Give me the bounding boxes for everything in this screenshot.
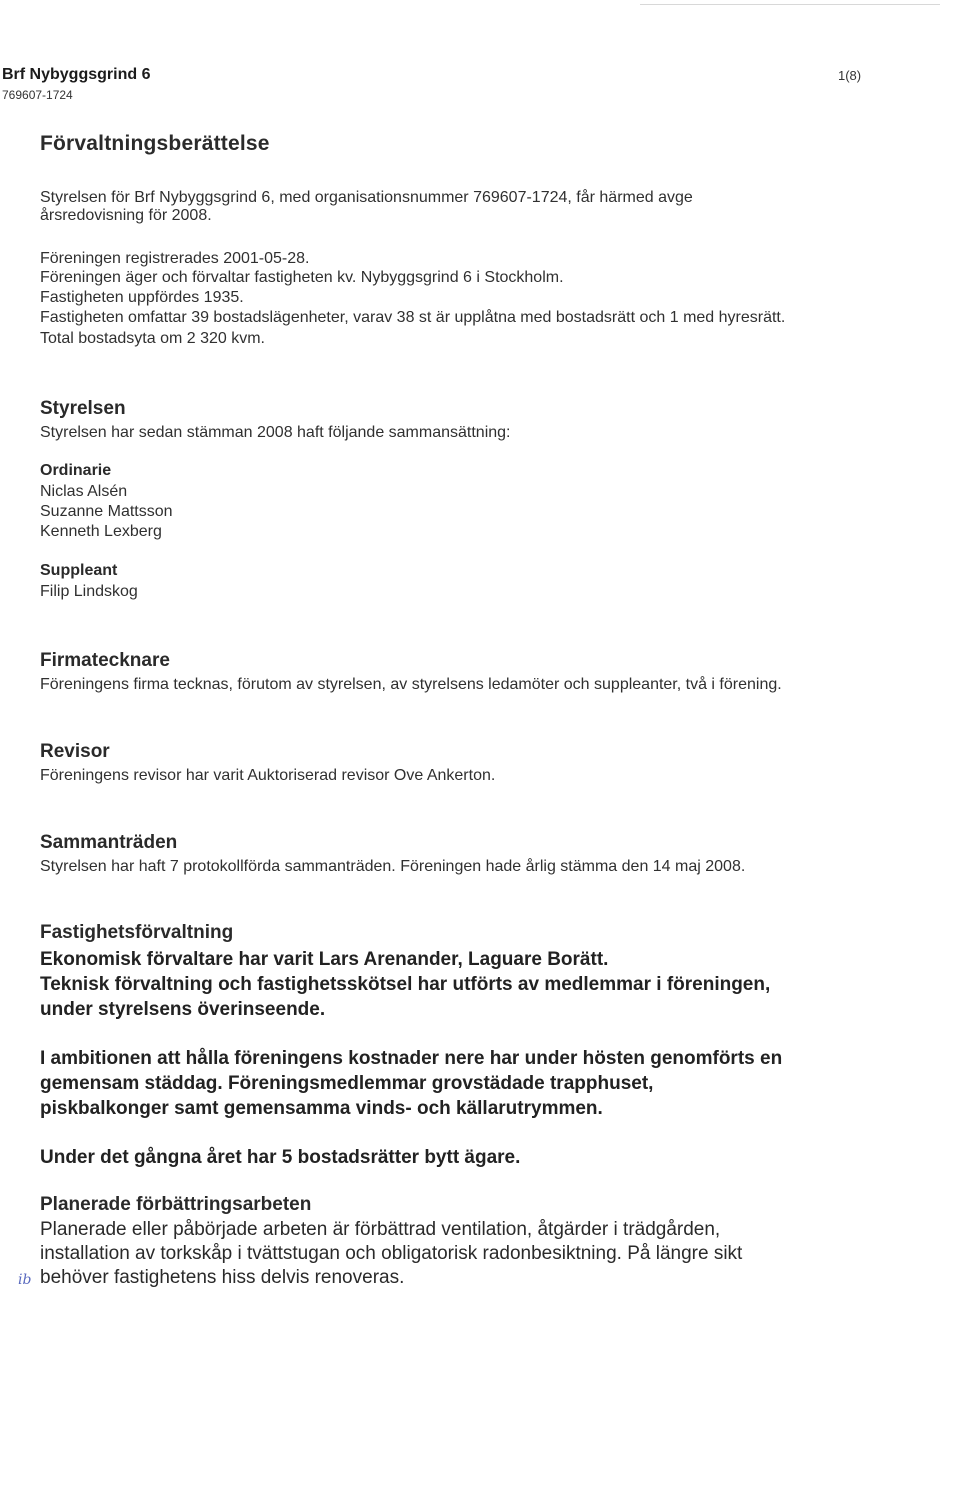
board-member: Suzanne Mattsson bbox=[40, 503, 173, 520]
ambition-line: I ambitionen att hålla föreningens kostnader nere har under hösten genomförts en bbox=[40, 1048, 783, 1069]
intro-line: Föreningen äger och förvaltar fastigheten kv. Nybyggsgrind 6 i Stockholm. bbox=[40, 269, 564, 286]
association-name: Brf Nybyggsgrind 6 bbox=[2, 66, 151, 83]
scan-edge-line bbox=[640, 4, 940, 5]
handwritten-initials: ib bbox=[18, 1272, 32, 1288]
fastighetsforvaltning-line: Ekonomisk förvaltare har varit Lars Arenander, Laguare Borätt. bbox=[40, 949, 609, 970]
intro-line: årsredovisning för 2008. bbox=[40, 207, 212, 224]
sammantraden-text: Styrelsen har haft 7 protokollförda sammanträden. Föreningen hade årlig stämma den 14 maj 2008. bbox=[40, 858, 746, 875]
board-member: Kenneth Lexberg bbox=[40, 523, 162, 540]
fastighetsforvaltning-heading: Fastighetsförvaltning bbox=[40, 922, 234, 943]
ambition-line: piskbalkonger samt gemensamma vinds- och källarutrymmen. bbox=[40, 1098, 603, 1119]
intro-line: Fastigheten omfattar 39 bostadslägenheter, varav 38 st är upplåtna med bostadsrätt och 1 med hyresrätt. bbox=[40, 309, 786, 326]
intro-line: Styrelsen för Brf Nybyggsgrind 6, med organisationsnummer 769607-1724, får härmed avge bbox=[40, 189, 693, 206]
organisation-number: 769607-1724 bbox=[2, 88, 73, 102]
revisor-heading: Revisor bbox=[40, 741, 110, 762]
intro-line: Total bostadsyta om 2 320 kvm. bbox=[40, 330, 265, 347]
styrelsen-heading: Styrelsen bbox=[40, 398, 126, 419]
board-member: Niclas Alsén bbox=[40, 483, 128, 500]
ambition-line: gemensam städdag. Föreningsmedlemmar grovstädade trapphuset, bbox=[40, 1073, 654, 1094]
planerade-line: behöver fastighetens hiss delvis renoveras. bbox=[40, 1267, 405, 1288]
deputy-member: Filip Lindskog bbox=[40, 583, 138, 600]
sammantraden-heading: Sammanträden bbox=[40, 832, 178, 853]
fastighetsforvaltning-line: Teknisk förvaltning och fastighetsskötsel har utförts av medlemmar i föreningen, bbox=[40, 974, 771, 995]
styrelsen-text: Styrelsen har sedan stämman 2008 haft följande sammansättning: bbox=[40, 424, 511, 441]
planerade-heading: Planerade förbättringsarbeten bbox=[40, 1194, 312, 1215]
intro-line: Föreningen registrerades 2001-05-28. bbox=[40, 250, 310, 267]
page-title: Förvaltningsberättelse bbox=[40, 132, 270, 155]
page-number: 1(8) bbox=[838, 68, 862, 83]
suppleant-heading: Suppleant bbox=[40, 562, 118, 579]
revisor-text: Föreningens revisor har varit Auktoriserad revisor Ove Ankerton. bbox=[40, 767, 496, 784]
ownership-change-text: Under det gångna året har 5 bostadsrätter bytt ägare. bbox=[40, 1147, 521, 1168]
firmatecknare-heading: Firmatecknare bbox=[40, 650, 170, 671]
planerade-line: Planerade eller påbörjade arbeten är förbättrad ventilation, åtgärder i trädgården, bbox=[40, 1219, 721, 1240]
intro-line: Fastigheten uppfördes 1935. bbox=[40, 289, 244, 306]
fastighetsforvaltning-line: under styrelsens överinseende. bbox=[40, 999, 326, 1020]
firmatecknare-text: Föreningens firma tecknas, förutom av styrelsen, av styrelsens ledamöter och suppleanter, två i förening. bbox=[40, 676, 782, 693]
ordinarie-heading: Ordinarie bbox=[40, 462, 112, 479]
planerade-line: installation av torkskåp i tvättstugan och obligatorisk radonbesiktning. På längre sikt bbox=[40, 1243, 743, 1264]
